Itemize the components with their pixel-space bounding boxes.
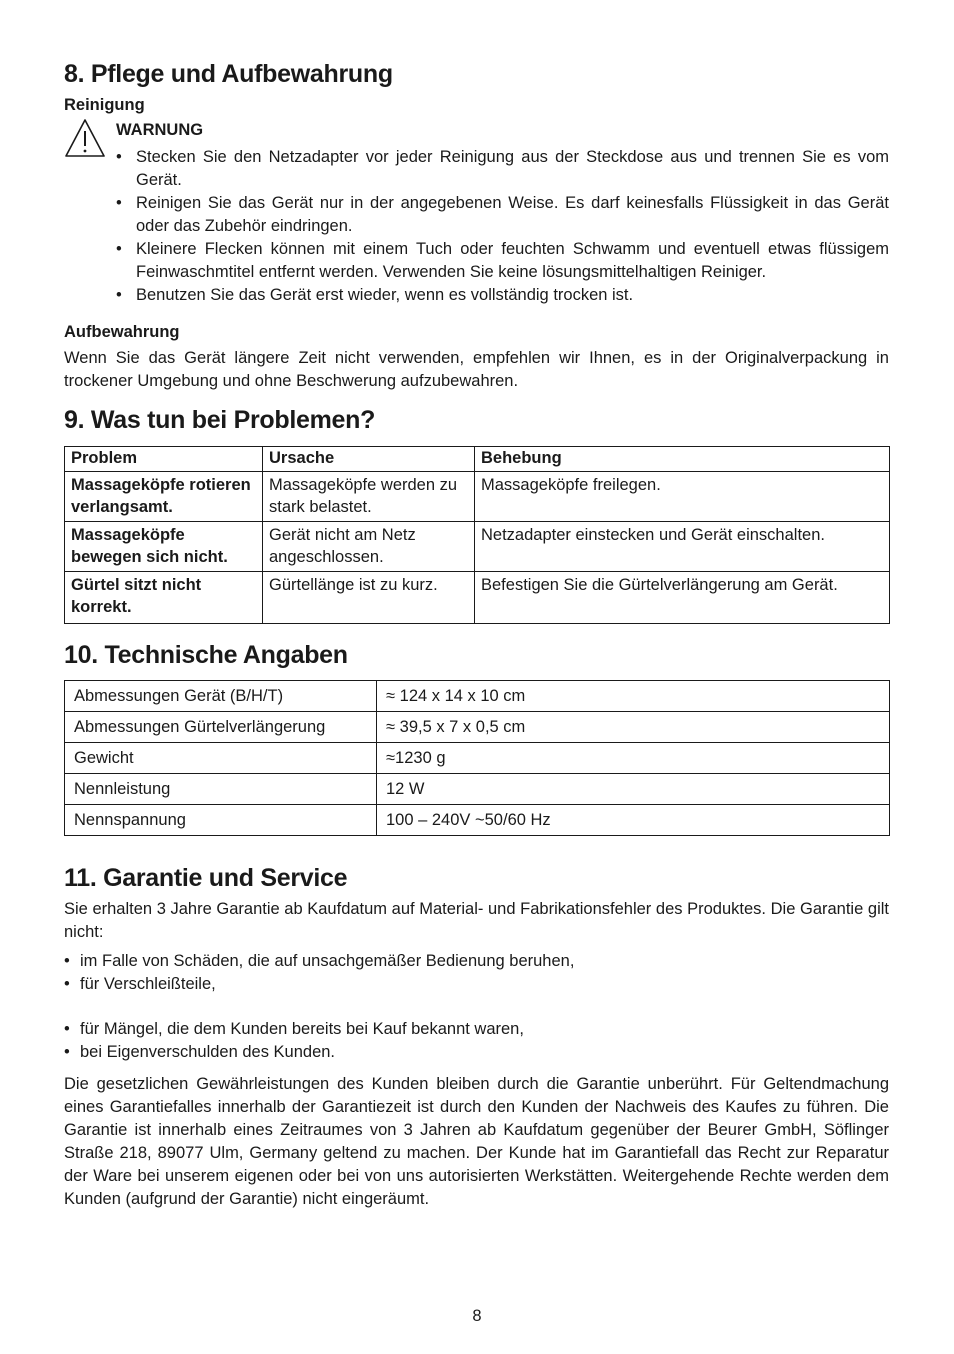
problems-table: [64, 446, 890, 624]
section-10-title: 10. Technische Angaben: [64, 641, 348, 669]
table-cell: Massageköpfe werden zu stark belastet.: [263, 472, 475, 522]
spec-value: ≈ 124 x 14 x 10 cm: [377, 681, 890, 712]
table-cell: Massageköpfe freilegen.: [475, 472, 890, 522]
table-header: Problem: [65, 447, 263, 472]
table-cell: Massageköpfe rotieren verlangsamt.: [65, 472, 263, 522]
table-cell: Gerät nicht am Netz angeschlossen.: [263, 522, 475, 572]
table-row: [65, 472, 890, 522]
spec-label: Abmessungen Gerät (B/H/T): [65, 681, 377, 712]
list-item: • für Mängel, die dem Kunden bereits bei Kauf bekannt waren,: [64, 1020, 524, 1038]
spec-label: Nennleistung: [65, 774, 377, 805]
spec-value: 100 – 240V ~50/60 Hz: [377, 805, 890, 836]
spec-label: Abmessungen Gürtelverlängerung: [65, 712, 377, 743]
table-row: [65, 774, 890, 805]
page-number: 8: [472, 1307, 482, 1325]
spec-label: Nennspannung: [65, 805, 377, 836]
table-row: [65, 805, 890, 836]
list-item: • Benutzen Sie das Gerät erst wieder, wenn es vollständig trocken ist.: [116, 286, 634, 304]
spec-value: ≈ 39,5 x 7 x 0,5 cm: [377, 712, 890, 743]
table-cell: Gürtellänge ist zu kurz.: [263, 572, 475, 624]
section-11-title: 11. Garantie und Service: [64, 864, 348, 892]
technical-data-table: [64, 680, 890, 836]
list-item: • Reinigen Sie das Gerät nur in der angegebenen Weise. Es darf keinesfalls Flüssigkeit in das Gerät oder das Zubehör eindringen.: [116, 194, 889, 235]
list-item: • bei Eigenverschulden des Kunden.: [64, 1043, 336, 1061]
table-cell: Netzadapter einstecken und Gerät einschalten.: [475, 522, 890, 572]
section-9-title: 9. Was tun bei Problemen?: [64, 406, 376, 434]
warranty-intro: Sie erhalten 3 Jahre Garantie ab Kaufdatum auf Material- und Fabrikationsfehler des Produktes. Die Garantie gilt nicht:: [64, 900, 889, 941]
list-item: • Stecken Sie den Netzadapter vor jeder Reinigung aus der Steckdose aus und trennen Sie es vom Gerät.: [116, 148, 889, 189]
list-item: • im Falle von Schäden, die auf unsachgemäßer Bedienung beruhen,: [64, 952, 575, 970]
table-cell: Massageköpfe bewegen sich nicht.: [65, 522, 263, 572]
warranty-exclusions-b: [64, 1018, 889, 1064]
storage-heading: Aufbewahrung: [64, 323, 180, 341]
warranty-exclusions-a: [64, 950, 889, 996]
spec-value: 12 W: [377, 774, 890, 805]
cleaning-heading: Reinigung: [64, 96, 145, 114]
table-header: Behebung: [475, 447, 890, 472]
spec-value: ≈1230 g: [377, 743, 890, 774]
table-row: [65, 572, 890, 624]
warranty-closing: Die gesetzlichen Gewährleistungen des Kunden bleiben durch die Garantie unberührt. Für Geltendmachung eines Garantiefalles innerhalb der Garantiezeit ist durch den Kunden der Nachweis des Kaufes zu führen. Die Garantie ist innerhalb eines Zeitraumes von 3 Jahren ab Kaufdatum gegenüber der Beurer GmbH, Söflinger Straße 218, 89077 Ulm, Germany geltend zu machen. Der Kunde hat im Garantiefall das Recht zur Reparatur der Ware bei unserem eigenen oder bei von uns autorisierten Werkstätten. Weitergehende Rechte werden dem Kunden (aufgrund der Garantie) nicht eingeräumt.: [64, 1075, 889, 1208]
list-item: • Kleinere Flecken können mit einem Tuch oder feuchten Schwamm und eventuell etwas flüssigem Feinwaschmtitel entfernt werden. Verwenden Sie keine lösungsmittelhaltigen Reiniger.: [116, 240, 889, 281]
storage-text: Wenn Sie das Gerät längere Zeit nicht verwenden, empfehlen wir Ihnen, es in der Originalverpackung in trockener Umgebung und ohne Beschwerung aufzubewahren.: [64, 349, 889, 390]
warning-triangle-icon: [64, 118, 106, 158]
table-cell: Befestigen Sie die Gürtelverlängerung am Gerät.: [475, 572, 890, 624]
spec-label: Gewicht: [65, 743, 377, 774]
table-header-row: [65, 447, 890, 472]
table-row: [65, 522, 890, 572]
table-row: [65, 743, 890, 774]
warning-label: WARNUNG: [116, 121, 204, 139]
table-row: [65, 681, 890, 712]
table-header: Ursache: [263, 447, 475, 472]
list-item: • für Verschleißteile,: [64, 975, 216, 993]
table-cell: Gürtel sitzt nicht korrekt.: [65, 572, 263, 624]
section-8-title: 8. Pflege und Aufbewahrung: [64, 60, 393, 88]
table-row: [65, 712, 890, 743]
warning-list: [116, 146, 889, 307]
